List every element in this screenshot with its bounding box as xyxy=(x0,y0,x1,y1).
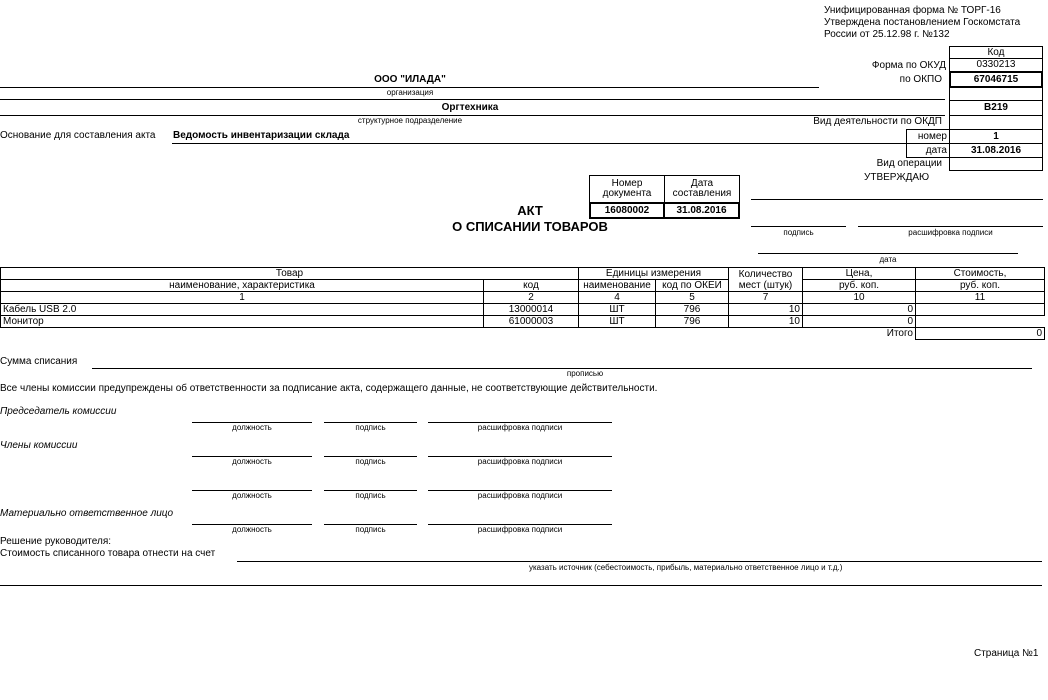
org-caption: организация xyxy=(386,88,434,97)
codes-empty xyxy=(949,87,1043,101)
cap-decode: расшифровка подписи xyxy=(477,457,563,466)
th-unit-name: наименование xyxy=(579,280,656,292)
form-line-3: России от 25.12.98 г. №132 xyxy=(824,29,950,40)
th-units: Единицы измерения xyxy=(579,268,729,280)
row-price: 0 xyxy=(803,316,916,328)
okud-label: Форма по ОКУД xyxy=(871,60,946,71)
total-label: Итого xyxy=(886,328,913,340)
number-value: 1 xyxy=(949,129,1043,144)
number-label: номер xyxy=(906,129,950,144)
cap-decode: расшифровка подписи xyxy=(477,525,563,534)
cap-position: должность xyxy=(232,525,272,534)
sum-label: Сумма списания xyxy=(0,356,78,367)
total-value: 0 xyxy=(916,328,1045,340)
row-code: 13000014 xyxy=(484,304,579,316)
row-okei: 796 xyxy=(656,316,729,328)
col-num: 10 xyxy=(803,292,916,304)
approve-date-caption: дата xyxy=(879,255,897,264)
row-qty: 10 xyxy=(729,316,803,328)
th-cost-unit: руб. коп. xyxy=(916,280,1045,292)
cap-sign: подпись xyxy=(355,423,386,432)
row-unit: ШТ xyxy=(579,316,656,328)
row-unit: ШТ xyxy=(579,304,656,316)
row-price: 0 xyxy=(803,304,916,316)
dept-code: В219 xyxy=(949,100,1043,116)
form-line-2: Утверждена постановлением Госкомстата xyxy=(824,17,1021,28)
page-number: Страница №1 xyxy=(974,648,1039,659)
cap-sign: подпись xyxy=(355,525,386,534)
goods-table xyxy=(0,267,1045,340)
basis-label: Основание для составления акта xyxy=(0,130,156,141)
warning-text: Все члены комиссии предупреждены об ответственности за подписание акта, содержащего данные, не соответствующие действительности. xyxy=(0,383,658,394)
approve-decode-caption: расшифровка подписи xyxy=(908,228,993,237)
th-qty: Количество мест (штук) xyxy=(729,268,803,292)
operation-value xyxy=(949,157,1043,171)
col-num: 11 xyxy=(916,292,1045,304)
operation-label: Вид операции xyxy=(876,158,942,169)
table-row xyxy=(1,304,1045,316)
chairman-label: Председатель комиссии xyxy=(0,406,117,417)
th-cost: Стоимость, xyxy=(916,268,1045,280)
members-label: Члены комиссии xyxy=(0,440,78,451)
th-goods: Товар xyxy=(1,268,579,280)
form-info xyxy=(824,5,1020,41)
responsible-label: Материально ответственное лицо xyxy=(0,508,174,519)
okpo-value: 67046715 xyxy=(949,71,1043,88)
account-caption: указать источник (себестоимость, прибыль, материально ответственное лицо и т.д.) xyxy=(529,563,843,572)
form-line-1: Унифицированная форма № ТОРГ-16 xyxy=(824,5,1001,16)
cap-decode: расшифровка подписи xyxy=(477,423,563,432)
sum-caption: прописью xyxy=(566,369,604,378)
col-num: 5 xyxy=(656,292,729,304)
row-cost xyxy=(916,304,1045,316)
row-qty: 10 xyxy=(729,304,803,316)
table-header-row xyxy=(1,268,1045,280)
doc-num: 16080002 xyxy=(589,202,665,219)
th-okei: код по ОКЕИ xyxy=(656,280,729,292)
cap-decode: расшифровка подписи xyxy=(477,491,563,500)
cap-sign: подпись xyxy=(355,491,386,500)
okdp-value xyxy=(949,115,1043,130)
table-row xyxy=(1,316,1045,328)
cap-position: должность xyxy=(232,491,272,500)
cap-sign: подпись xyxy=(355,457,386,466)
cap-position: должность xyxy=(232,423,272,432)
date-value: 31.08.2016 xyxy=(949,143,1043,158)
col-num: 4 xyxy=(579,292,656,304)
row-name: Монитор xyxy=(1,316,484,328)
approve-title: УТВЕРЖДАЮ xyxy=(864,172,930,183)
row-okei: 796 xyxy=(656,304,729,316)
doc-date-head: Дата составления xyxy=(664,175,740,203)
doc-subtitle: О СПИСАНИИ ТОВАРОВ xyxy=(452,219,608,234)
row-name: Кабель USB 2.0 xyxy=(1,304,484,316)
table-numbers-row xyxy=(1,292,1045,304)
account-label: Стоимость списанного товара отнести на счет xyxy=(0,548,216,559)
col-num: 7 xyxy=(729,292,803,304)
okdp-label: Вид деятельности по ОКДП xyxy=(813,116,942,127)
table-total-row xyxy=(1,328,1045,340)
th-code: код xyxy=(484,280,579,292)
row-code: 61000003 xyxy=(484,316,579,328)
org-name: ООО "ИЛАДА" xyxy=(374,74,446,85)
table-header-row xyxy=(1,280,1045,292)
col-num: 2 xyxy=(484,292,579,304)
doc-title: АКТ xyxy=(517,203,543,218)
th-name: наименование, характеристика xyxy=(1,280,484,292)
row-cost xyxy=(916,316,1045,328)
okpo-label: по ОКПО xyxy=(899,74,942,85)
decision-label: Решение руководителя: xyxy=(0,536,112,547)
doc-num-head: Номер документа xyxy=(589,175,665,203)
dept-caption: структурное подразделение xyxy=(357,116,463,125)
col-num: 1 xyxy=(1,292,484,304)
basis-value: Ведомость инвентаризации склада xyxy=(173,130,350,141)
doc-date: 31.08.2016 xyxy=(663,202,740,219)
th-price: Цена, xyxy=(803,268,916,280)
dept-name: Оргтехника xyxy=(441,102,499,113)
th-price-unit: руб. коп. xyxy=(803,280,916,292)
date-label: дата xyxy=(906,143,950,158)
approve-sign-caption: подпись xyxy=(783,228,814,237)
codes-head: Код xyxy=(949,46,1043,59)
cap-position: должность xyxy=(232,457,272,466)
okud-value: 0330213 xyxy=(949,58,1043,72)
